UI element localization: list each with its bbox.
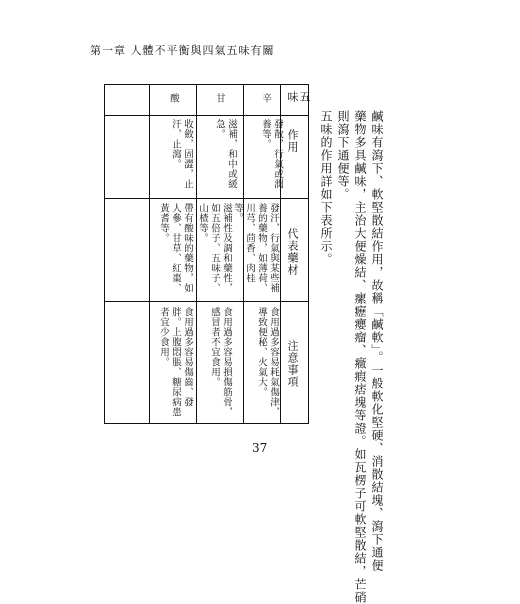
body-text-line-1: 鹹味有瀉下、軟堅散結作用，故稱「鹹軟」。一般軟化堅硬、消散結塊、瀉下通便 bbox=[370, 110, 384, 572]
table-row-3-effect: 收斂，固澀，止汗，止瀉。 bbox=[170, 119, 193, 189]
running-header: 第一章 人體不平衡與四氣五味有關 bbox=[90, 44, 275, 57]
table-row-2-taste: 甘 bbox=[214, 93, 225, 103]
table-header-herbs: 代表藥材 bbox=[286, 228, 299, 276]
table-row-1-effect: 發散，行氣或潤養等。 bbox=[260, 119, 283, 189]
five-tastes-table bbox=[104, 84, 309, 424]
table-row-3-herbs: 帶有酸味的藥物，如人參、甘草、紅棗、黃耆等。 bbox=[158, 203, 193, 293]
body-text-line-4: 五味的作用詳如下表所示。 bbox=[319, 110, 333, 266]
body-text-line-3: 則瀉下通便等。 bbox=[336, 110, 350, 201]
body-text-line-2: 藥物多具鹹味，主治大便燥結、瘰癧癭瘤、癥瘕痞塊等證。如瓦楞子可軟堅散結，芒硝 bbox=[353, 110, 367, 604]
table-row-2-effect: 滋補，和中或緩急。 bbox=[214, 119, 237, 189]
table-row-3-taste: 酸 bbox=[168, 93, 179, 103]
table-row-3-caution: 食用過多容易傷齒、發胖。上腹悶脹、糖尿病患者宜少食用。 bbox=[158, 307, 193, 417]
table-header-caution: 注意事項 bbox=[286, 340, 299, 388]
table-row-1-taste: 辛 bbox=[260, 93, 271, 103]
table-row-1-caution: 食用過多容易耗氣傷津，導致便秘、火氣大。 bbox=[256, 307, 279, 417]
page-number: 37 bbox=[252, 441, 268, 455]
table-header-taste: 五味 bbox=[286, 91, 311, 103]
table-row-2-caution: 食用過多容易損傷筋骨，感冒者不宜食用。 bbox=[209, 307, 232, 417]
table-row-1-herbs: 發汗，行氣與某些補養的藥物，如薄荷、川芎、茴香、肉桂等。 bbox=[232, 203, 279, 293]
table-row-2-herbs: 滋補性及調和藥性，如五倍子、五味子、山楂等。 bbox=[197, 203, 232, 293]
table-header-effect: 作用 bbox=[286, 129, 299, 153]
